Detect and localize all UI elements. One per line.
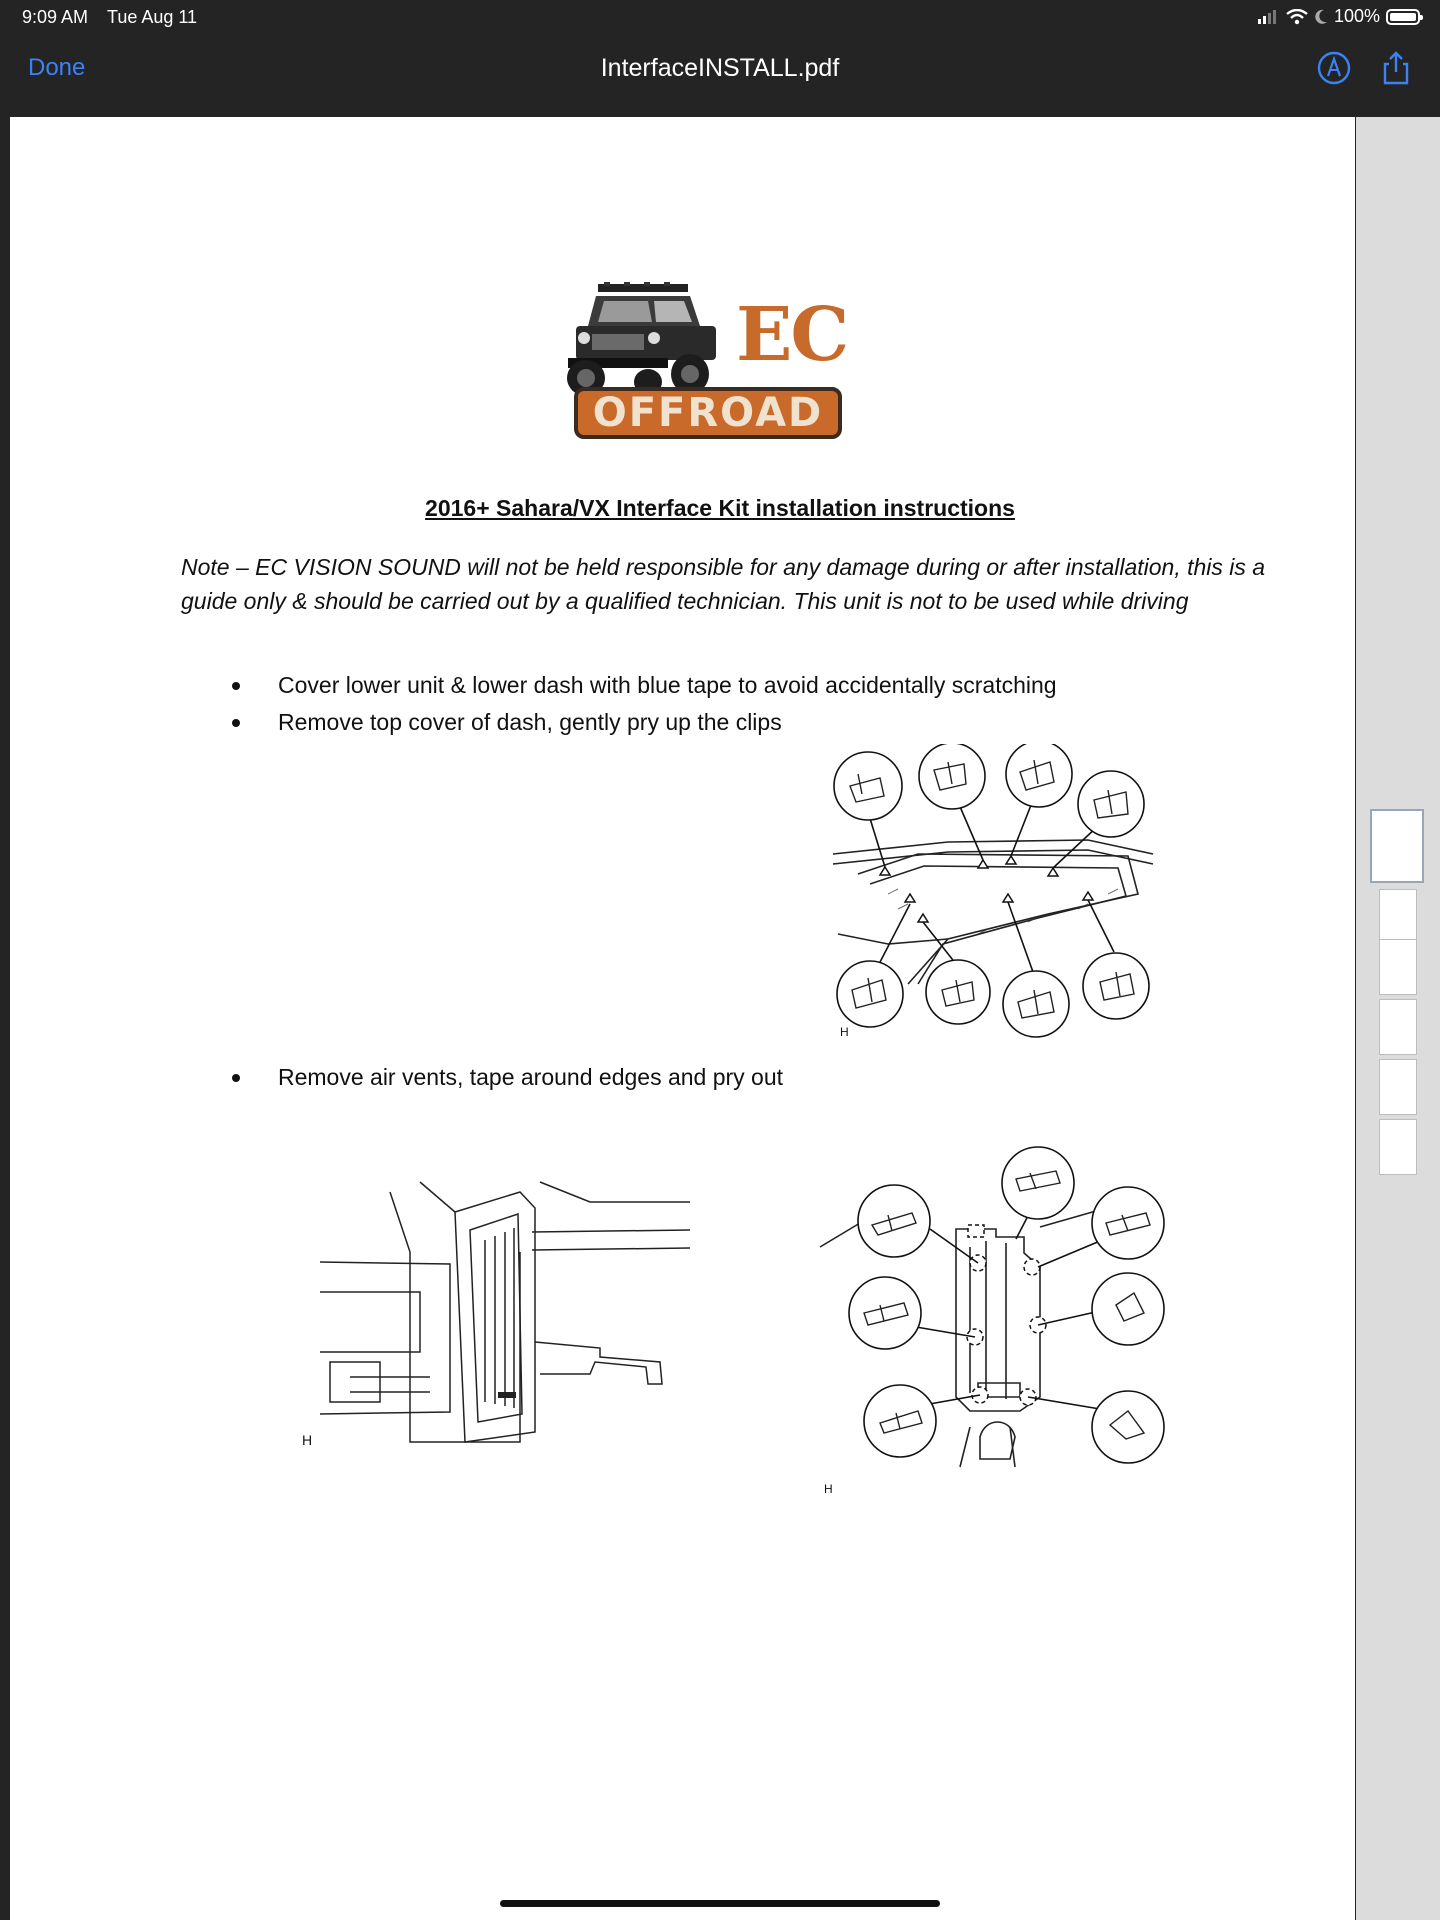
share-icon[interactable] bbox=[1378, 50, 1414, 86]
cellular-signal-icon bbox=[1258, 10, 1280, 24]
document-title: InterfaceINSTALL.pdf bbox=[600, 54, 840, 82]
page-thumbnail[interactable] bbox=[1370, 809, 1424, 883]
page-thumbnail[interactable] bbox=[1379, 999, 1417, 1055]
truck-illustration bbox=[558, 282, 728, 397]
logo-ec-text: EC bbox=[736, 292, 848, 378]
page-thumbnail[interactable] bbox=[1379, 889, 1417, 945]
air-vent-diagram bbox=[290, 1152, 690, 1452]
status-time: 9:09 AM bbox=[22, 7, 89, 27]
page-heading: 2016+ Sahara/VX Interface Kit installation instructions bbox=[425, 495, 1015, 521]
vent-clips-diagram bbox=[810, 1137, 1170, 1497]
figure-label: H bbox=[840, 1025, 849, 1039]
dash-top-cover-diagram bbox=[828, 744, 1158, 1044]
list-item bbox=[220, 709, 782, 736]
page-thumbnail[interactable] bbox=[1379, 1119, 1417, 1175]
status-bar bbox=[0, 0, 1440, 34]
battery-icon bbox=[1386, 9, 1420, 25]
home-indicator[interactable] bbox=[500, 1900, 940, 1907]
step-text: Remove air vents, tape around edges and pry out bbox=[278, 1064, 784, 1090]
markup-icon[interactable] bbox=[1316, 50, 1352, 86]
disclaimer-note: Note – EC VISION SOUND will not be held responsible for any damage during or after installation, this is a guide only & should be carried out by a qualified technician. This unit is not to be used while driving bbox=[181, 554, 1266, 614]
page-thumbnail[interactable] bbox=[1379, 1059, 1417, 1115]
figure-label: H bbox=[824, 1482, 833, 1496]
list-item bbox=[220, 1064, 783, 1091]
status-indicators bbox=[1258, 6, 1420, 27]
done-button[interactable]: Done bbox=[28, 54, 86, 81]
status-date: Tue Aug 11 bbox=[107, 7, 198, 27]
ec-offroad-logo bbox=[558, 282, 848, 447]
bullet-icon bbox=[232, 682, 240, 690]
figure-label: H bbox=[302, 1432, 313, 1448]
list-item bbox=[220, 672, 1057, 699]
step-text: Remove top cover of dash, gently pry up the clips bbox=[278, 709, 782, 735]
thumbnail-sidebar bbox=[1356, 117, 1440, 1920]
pdf-page[interactable] bbox=[10, 117, 1355, 1920]
bullet-icon bbox=[232, 1074, 240, 1082]
bullet-icon bbox=[232, 719, 240, 727]
page-thumbnail[interactable] bbox=[1379, 939, 1417, 995]
battery-percent: 100% bbox=[1333, 6, 1380, 26]
step-text: Cover lower unit & lower dash with blue tape to avoid accidentally scratching bbox=[278, 672, 1057, 698]
logo-offroad-text: OFFROAD bbox=[574, 387, 842, 439]
wifi-icon bbox=[1286, 9, 1308, 25]
nav-bar bbox=[0, 34, 1440, 116]
moon-icon bbox=[1314, 9, 1328, 25]
